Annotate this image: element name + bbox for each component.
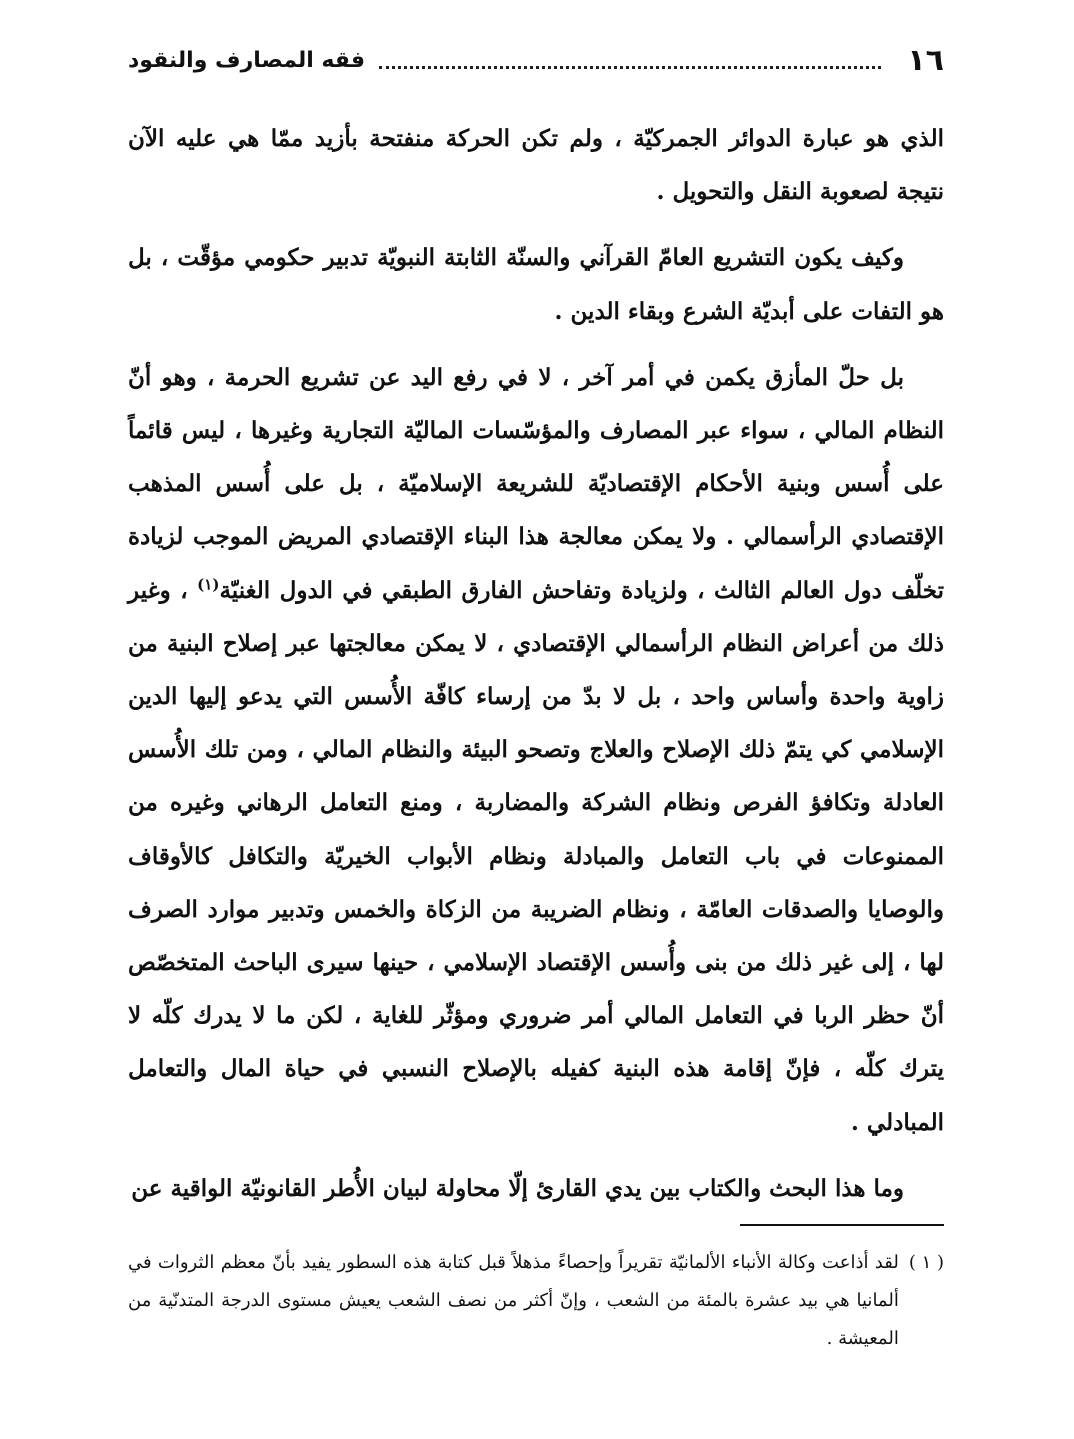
paragraph-text: بل حلّ المأزق يكمن في أمر آخر ، لا في رفع اليد عن تشريع الحرمة ، وهو أنّ النظام المالي ، سواء عبر المصارف والمؤسّسات الماليّة التجارية وغيرها ، ليس قائماً على أُسس وبنية الأحكام الإقتصاديّة للشريعة الإسلاميّة ، بل على أُسس المذهب الإقتصادي الرأسمالي . ولا يمكن معالجة هذا البناء الإقتصادي المريض الموجب لزيادة تخلّف دول العالم الثالث ، ولزيادة وتفاحش الفارق الطبقي في الدول الغنيّة: [128, 363, 944, 604]
main-text: [128, 112, 944, 1228]
footnotes: [128, 1244, 944, 1358]
paragraph: [128, 351, 944, 1149]
leader-dots: [379, 64, 881, 69]
paragraph-text: ، وغير ذلك من أعراض النظام الرأسمالي الإقتصادي ، لا يمكن معالجتها عبر إصلاح البنية من زاوية واحدة وأساس واحد ، بل لا بدّ من إرساء كافّة الأُسس التي يدعو إليها الدين الإسلامي كي يتمّ ذلك الإصلاح والعلاج وتصحو البيئة والنظام المالي ، ومن تلك الأُسس العادلة وتكافؤ الفرص ونظام الشركة والمضاربة ، ومنع التعامل الرهاني وغيره من الممنوعات في باب التعامل والمبادلة ونظام الأبواب الخيريّة والتكافل كالأوقاف والوصايا والصدقات العامّة ، ونظام الضريبة من الزكاة والخمس وتدبير موارد الصرف لها ، إلى غير ذلك من بنى وأُسس الإقتصاد الإسلامي ، حينها سيرى الباحث المتخصّص أنّ حظر الربا في التعامل المالي أمر ضروري ومؤثّر للغاية ، لكن ما لا يدرك كلّه لا يترك كلّه ، فإنّ إقامة هذه البنية كفيله بالإصلاح النسبي في حياة المال والتعامل المبادلي .: [128, 576, 944, 1136]
footnote-number: ( ١ ): [908, 1252, 944, 1273]
footnote: [128, 1244, 944, 1358]
running-head: [128, 40, 944, 80]
paragraph: وكيف يكون التشريع العامّ القرآني والسنّة الثابتة النبويّة تدبير حكومي مؤقّت ، بل هو التفات على أبديّة الشرع وبقاء الدين .: [128, 244, 944, 325]
page-number: ١٦: [907, 42, 944, 78]
paragraph-continuation: الذي هو عبارة الدوائر الجمركيّة ، ولم تكن الحركة منفتحة بأزيد ممّا هي عليه الآن نتيجة لصعوبة النقل والتحويل .: [128, 125, 944, 206]
footnote-text: لقد أذاعت وكالة الأنباء الألمانيّة تقريراً وإحصاءً مذهلاً قبل كتابة هذه السطور يفيد بأنّ معظم الثروات في ألمانيا هي بيد عشرة بالمئة من الشعب ، وإنّ أكثر من نصف الشعب يعيش مستوى الدرجة المتدنّية من المعيشة .: [128, 1252, 899, 1349]
paragraph: وما هذا البحث والكتاب بين يدي القارئ إلّا محاولة لبيان الأُطر القانونيّة الواقية عن: [131, 1174, 904, 1202]
book-title: فقه المصارف والنقود: [128, 47, 365, 73]
footnote-reference: (١): [197, 574, 220, 593]
footnote-separator: [740, 1224, 944, 1226]
